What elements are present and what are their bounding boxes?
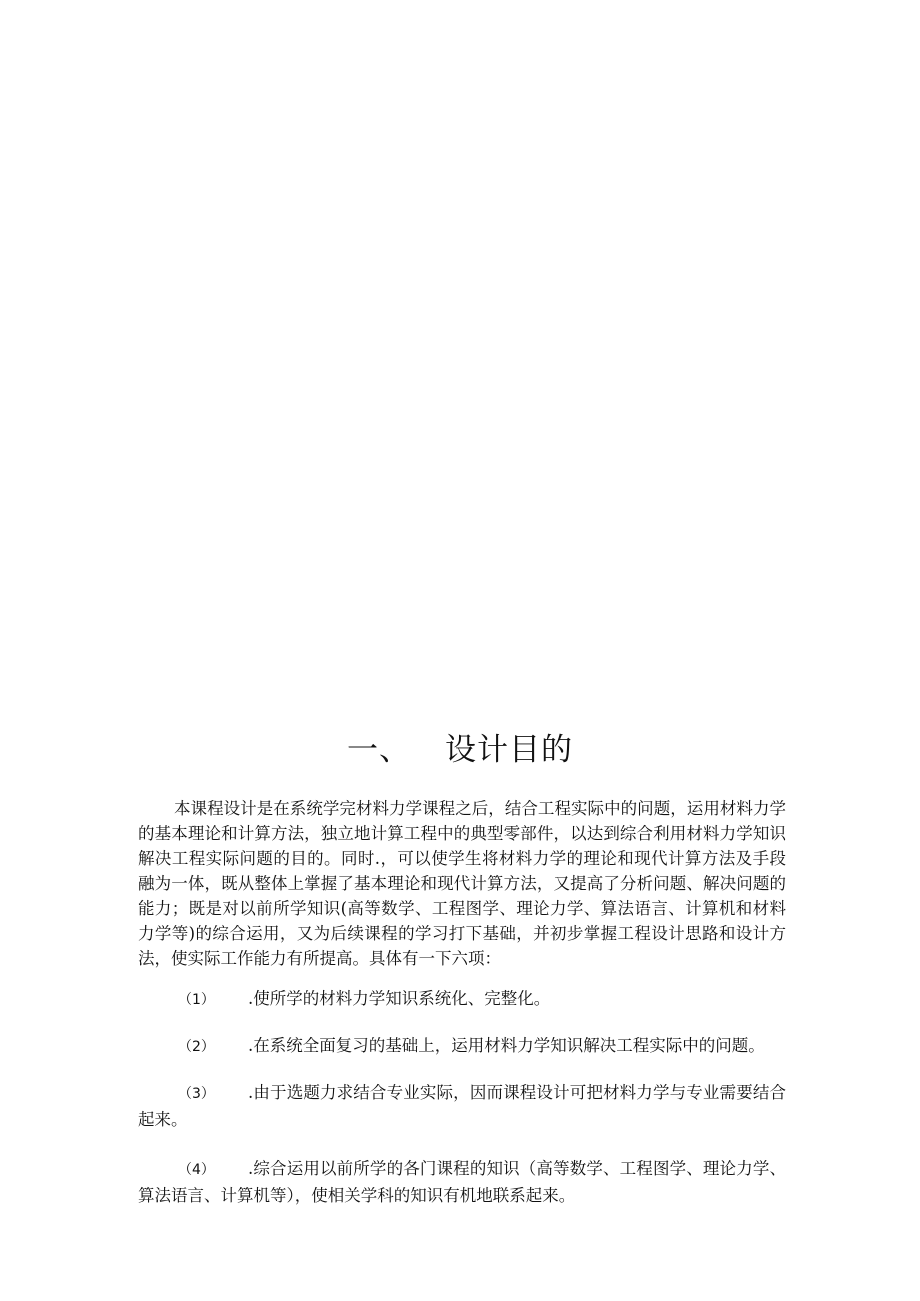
section-number: 一、 [347, 732, 411, 768]
list-item [138, 1080, 786, 1132]
list-item-text: .使所学的材料力学知识系统化、完整化。 [248, 989, 551, 1008]
list-item-marker: （1） [178, 992, 215, 1008]
section-title: 设计目的 [445, 732, 573, 768]
list-item-marker: （4） [178, 1162, 215, 1178]
list-item-marker: （3） [178, 1086, 215, 1102]
list-item-text: .综合运用以前所学的各门课程的知识（高等数学、工程图学、理论力学、算法语言、计算机等），使相关学科的知识有机地联系起来。 [138, 1159, 786, 1205]
list-item [138, 1033, 786, 1060]
section-heading [0, 728, 920, 772]
list-item-text: .在系统全面复习的基础上，运用材料力学知识解决工程实际中的问题。 [248, 1036, 765, 1055]
list-item [138, 1156, 786, 1208]
list-item-text: .由于选题力求结合专业实际，因而课程设计可把材料力学与专业需要结合起来。 [138, 1083, 786, 1129]
intro-paragraph: 本课程设计是在系统学完材料力学课程之后，结合工程实际中的问题，运用材料力学的基本理论和计算方法，独立地计算工程中的典型零部件，以达到综合利用材料力学知识解决工程实际问题的目的。同时.，可以使学生将材料力学的理论和现代计算方法及手段融为一体，既从整体上掌握了基本理论和现代计算方法，又提高了分析问题、解决问题的能力；既是对以前所学知识(高等数学、工程图学、理论力学、算法语言、计算机和材料力学等)的综合运用，又为后续课程的学习打下基础，并初步掌握工程设计思路和设计方法，使实际工作能力有所提高。具体有一下六项： [138, 799, 786, 968]
list-item [138, 986, 786, 1013]
list-item-marker: （2） [178, 1039, 215, 1055]
